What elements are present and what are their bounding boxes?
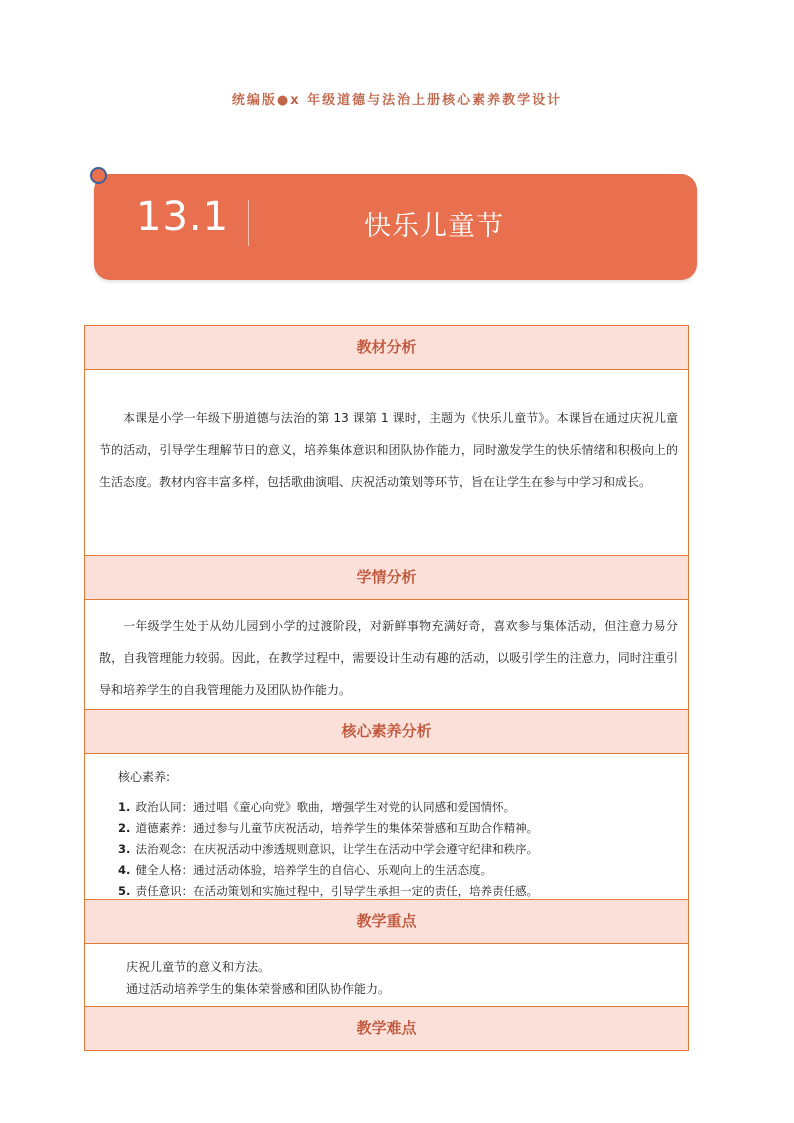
student-analysis-text: 一年级学生处于从幼儿园到小学的过渡阶段，对新鲜事物充满好奇，喜欢参与集体活动，但注意力易分散，自我管理能力较弱。因此，在教学过程中，需要设计生动有趣的活动，以吸引学生的注意力，同时注重引导和培养学生的自我管理能力及团队协作能力。 [99, 619, 678, 697]
lesson-design-table [84, 325, 689, 1051]
lesson-title: 快乐儿童节 [364, 211, 504, 242]
section-body-core [85, 754, 688, 900]
lesson-number: 13.1 [136, 194, 230, 240]
section-body-material [85, 370, 688, 556]
lesson-banner [94, 174, 697, 280]
material-analysis-text: 本课是小学一年级下册道德与法治的第 13 课第 1 课时，主题为《快乐儿童节》。本课旨在通过庆祝儿童节的活动，引导学生理解节日的意义，培养集体意识和团队协作能力，同时激发学生的快乐情绪和积极向上的生活态度。教材内容丰富多样，包括歌曲演唱、庆祝活动策划等环节，旨在让学生在参与中学习和成长。 [99, 411, 678, 489]
core-item: 1. 政治认同：通过唱《童心向党》歌曲，增强学生对党的认同感和爱国情怀。 [118, 800, 516, 814]
section-heading-difficult: 教学难点 [85, 1007, 688, 1050]
section-body-key-points [85, 944, 688, 1007]
section-heading-core: 核心素养分析 [85, 710, 688, 754]
core-literacy-label: 核心素养: [118, 770, 171, 784]
banner-dot-decoration [90, 167, 107, 184]
core-item: 4. 健全人格：通过活动体验，培养学生的自信心、乐观向上的生活态度。 [118, 863, 493, 877]
core-item: 2. 道德素养：通过参与儿童节庆祝活动，培养学生的集体荣誉感和互助合作精神。 [118, 821, 539, 835]
core-item: 5. 责任意识：在活动策划和实施过程中，引导学生承担一定的责任，培养责任感。 [118, 884, 539, 898]
section-heading-material: 教材分析 [85, 326, 688, 370]
document-subtitle: 统编版●x 年级道德与法治上册核心素养教学设计 [231, 93, 563, 108]
section-heading-key-points: 教学重点 [85, 900, 688, 944]
key-point-line: 庆祝儿童节的意义和方法。 [126, 960, 271, 974]
section-body-students [85, 600, 688, 710]
banner-divider [248, 200, 249, 246]
section-heading-students: 学情分析 [85, 556, 688, 600]
core-item: 3. 法治观念：在庆祝活动中渗透规则意识，让学生在活动中学会遵守纪律和秩序。 [118, 842, 539, 856]
key-point-line: 通过活动培养学生的集体荣誉感和团队协作能力。 [126, 982, 391, 996]
